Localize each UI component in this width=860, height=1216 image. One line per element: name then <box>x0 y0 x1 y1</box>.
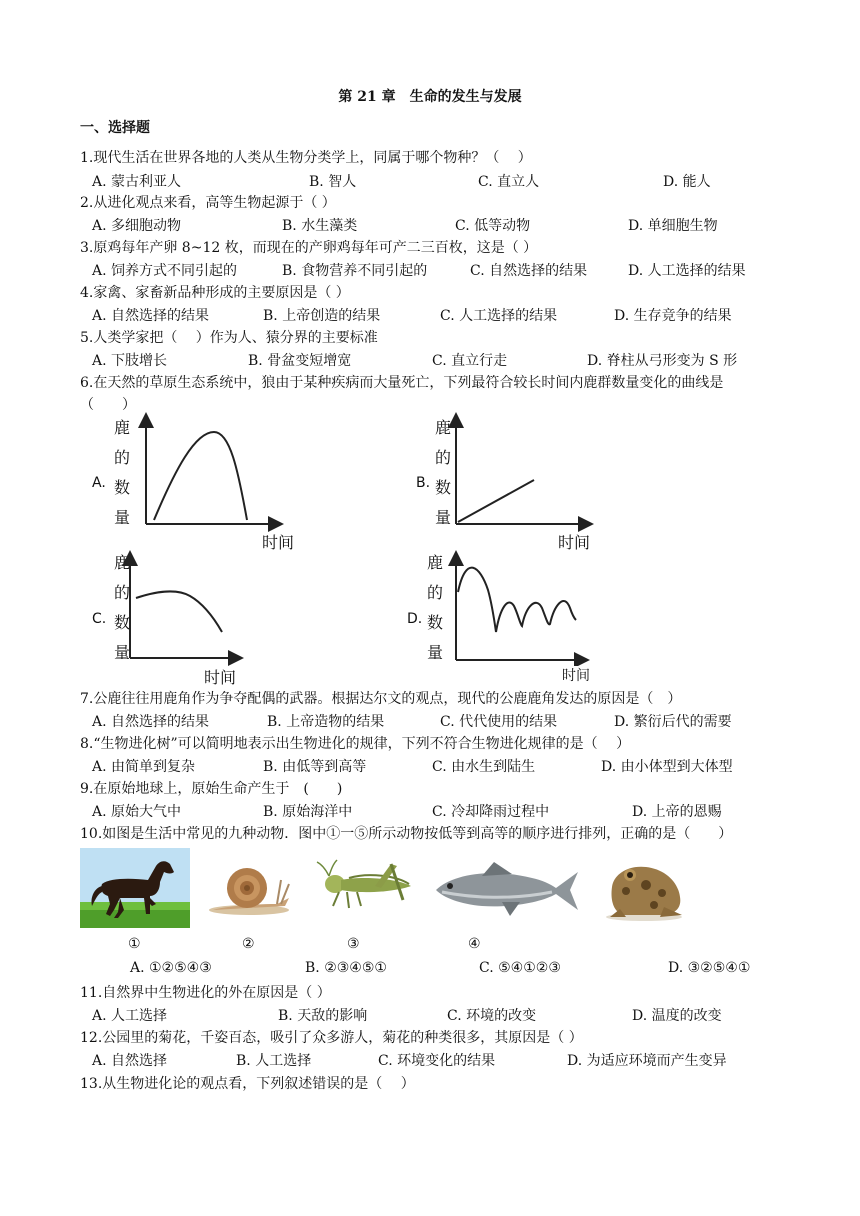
q8-option-a[interactable]: A. 由简单到复杂 <box>92 759 196 775</box>
question-5: 5.人类学家把（ ）作为人、猿分界的主要标准 <box>80 330 378 346</box>
question-1: 1.现代生活在世界各地的人类从生物分类学上，同属于哪个物种？（ ） <box>80 150 532 166</box>
q2-option-a[interactable]: A. 多细胞动物 <box>92 218 182 234</box>
q8-option-d[interactable]: D. 由小体型到大体型 <box>601 759 733 775</box>
q4-option-a[interactable]: A. 自然选择的结果 <box>92 308 210 324</box>
q4-option-c[interactable]: C. 人工选择的结果 <box>440 308 558 324</box>
question-9: 9.在原始地球上，原始生命产生于 ( ) <box>80 781 343 797</box>
graph-b <box>440 410 600 535</box>
question-12: 12.公园里的菊花，千姿百态，吸引了众多游人，菊花的种类很多，其原因是（ ） <box>80 1030 583 1046</box>
q1-option-a[interactable]: A. 蒙古利亚人 <box>92 174 182 190</box>
animal-number-4: ④ <box>468 936 481 952</box>
page-title: 第 21 章 生命的发生与发展 <box>338 89 522 105</box>
q10-option-d[interactable]: D. ③②⑤④① <box>668 960 751 976</box>
q9-option-d[interactable]: D. 上帝的恩赐 <box>632 804 722 820</box>
q8-option-c[interactable]: C. 由水生到陆生 <box>432 759 536 775</box>
graph-b-line <box>458 480 534 522</box>
animal-number-2: ② <box>242 936 255 952</box>
q1-option-c[interactable]: C. 直立人 <box>478 174 540 190</box>
q7-option-a[interactable]: A. 自然选择的结果 <box>92 714 210 730</box>
question-7: 7.公鹿往往用鹿角作为争夺配偶的武器。根据达尔文的观点，现代的公鹿鹿角发达的原因是（ ） <box>80 691 682 707</box>
graph-b-option[interactable]: B. <box>416 475 431 491</box>
graph-a-xlabel: 时间 <box>262 533 295 552</box>
q10-option-a[interactable]: A. ①②⑤④③ <box>130 960 212 976</box>
q3-option-a[interactable]: A. 饲养方式不同引起的 <box>92 263 238 279</box>
q12-option-a[interactable]: A. 自然选择 <box>92 1053 168 1069</box>
graph-b-ylabel: 鹿 的 数 量 <box>435 418 452 527</box>
graph-c <box>114 548 244 666</box>
q4-option-d[interactable]: D. 生存竞争的结果 <box>614 308 732 324</box>
q4-option-b[interactable]: B. 上帝创造的结果 <box>263 308 381 324</box>
graph-a <box>130 410 290 535</box>
q7-option-b[interactable]: B. 上帝造物的结果 <box>267 714 385 730</box>
q3-option-d[interactable]: D. 人工选择的结果 <box>628 263 746 279</box>
question-2: 2.从进化观点来看，高等生物起源于（ ） <box>80 195 336 211</box>
q9-option-a[interactable]: A. 原始大气中 <box>92 804 182 820</box>
question-10: 10.如图是生活中常见的九种动物．图中①一⑤所示动物按低等到高等的顺序进行排列，正确的是（ ） <box>80 826 733 842</box>
question-6: 6.在天然的草原生态系统中，狼由于某种疾病而大量死亡，下列最符合较长时间内鹿群数量变化的曲线是 <box>80 375 724 391</box>
graph-a-ylabel: 鹿 的 数 量 <box>114 418 131 527</box>
fish-image <box>432 858 582 924</box>
q10-option-c[interactable]: C. ⑤④①②③ <box>479 960 561 976</box>
q10-option-b[interactable]: B. ②③④⑤① <box>305 960 387 976</box>
q8-option-b[interactable]: B. 由低等到高等 <box>263 759 367 775</box>
q12-option-d[interactable]: D. 为适应环境而产生变异 <box>567 1053 727 1069</box>
q11-option-d[interactable]: D. 温度的改变 <box>632 1008 722 1024</box>
section-heading: 一、选择题 <box>80 120 150 136</box>
q11-option-b[interactable]: B. 天敌的影响 <box>278 1008 368 1024</box>
animal-number-3: ③ <box>347 936 360 952</box>
q2-option-b[interactable]: B. 水生藻类 <box>282 218 358 234</box>
q7-option-d[interactable]: D. 繁衍后代的需要 <box>614 714 732 730</box>
graph-a-option[interactable]: A. <box>92 475 106 491</box>
q2-option-d[interactable]: D. 单细胞生物 <box>628 218 718 234</box>
snail-image <box>205 858 295 922</box>
q5-option-c[interactable]: C. 直立行走 <box>432 353 508 369</box>
q3-option-c[interactable]: C. 自然选择的结果 <box>470 263 588 279</box>
q11-option-c[interactable]: C. 环境的改变 <box>447 1008 537 1024</box>
q9-option-c[interactable]: C. 冷却降雨过程中 <box>432 804 550 820</box>
q5-option-a[interactable]: A. 下肢增长 <box>92 353 168 369</box>
frog-image <box>600 853 690 927</box>
grasshopper-image <box>315 856 415 920</box>
q12-option-c[interactable]: C. 环境变化的结果 <box>378 1053 496 1069</box>
question-8: 8.“生物进化树”可以简明地表示出生物进化的规律，下列不符合生物进化规律的是（ ） <box>80 736 631 752</box>
question-3: 3.原鸡每年产卵 8~12 枚，而现在的产卵鸡每年可产二三百枚，这是（ ） <box>80 240 538 256</box>
q9-option-b[interactable]: B. 原始海洋中 <box>263 804 353 820</box>
graph-d <box>440 548 590 666</box>
q1-option-d[interactable]: D. 能人 <box>663 174 711 190</box>
horse-image <box>80 848 190 932</box>
graph-d-curve <box>458 568 576 632</box>
question-6-bracket: （ ） <box>80 397 136 413</box>
question-4: 4.家禽、家畜新品种形成的主要原因是（ ） <box>80 285 350 301</box>
graph-d-xlabel: 时间 <box>562 668 590 684</box>
animal-number-1: ① <box>128 936 141 952</box>
question-11: 11.自然界中生物进化的外在原因是（ ） <box>80 985 331 1001</box>
q7-option-c[interactable]: C. 代代使用的结果 <box>440 714 558 730</box>
graph-b-xlabel: 时间 <box>558 533 591 552</box>
q5-option-b[interactable]: B. 骨盆变短增宽 <box>248 353 352 369</box>
graph-a-curve <box>154 432 247 520</box>
graph-c-curve <box>136 592 222 632</box>
q1-option-b[interactable]: B. 智人 <box>309 174 357 190</box>
q2-option-c[interactable]: C. 低等动物 <box>455 218 531 234</box>
graph-c-xlabel: 时间 <box>204 668 237 687</box>
q11-option-a[interactable]: A. 人工选择 <box>92 1008 168 1024</box>
graph-c-ylabel: 鹿 的 数 量 <box>114 553 131 662</box>
graph-d-ylabel: 鹿 的 数 量 <box>427 553 444 662</box>
graph-c-option[interactable]: C. <box>92 611 107 627</box>
graph-d-option[interactable]: D. <box>407 611 423 627</box>
q3-option-b[interactable]: B. 食物营养不同引起的 <box>282 263 428 279</box>
question-13: 13.从生物进化论的观点看，下列叙述错误的是（ ） <box>80 1076 415 1092</box>
q12-option-b[interactable]: B. 人工选择 <box>236 1053 312 1069</box>
q5-option-d[interactable]: D. 脊柱从弓形变为 S 形 <box>587 353 738 369</box>
